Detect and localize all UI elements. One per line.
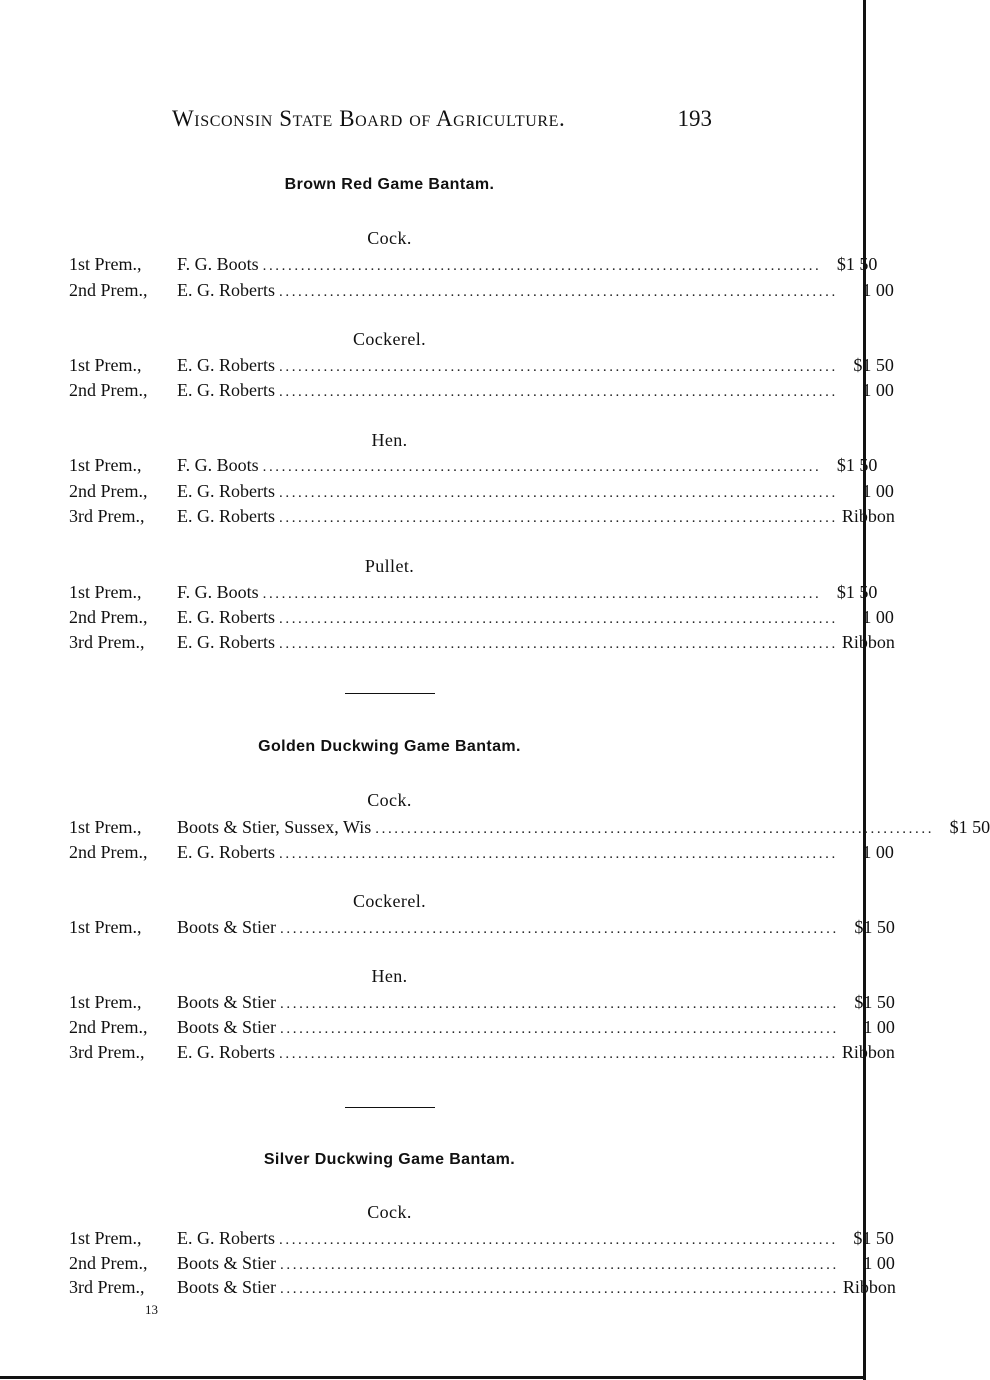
page-edge-right [863,0,866,1380]
entrant-name: E. G. Roberts [177,842,275,862]
class-heading: Cock. [367,790,412,810]
premium-rank: 2nd Prem., [69,1253,148,1273]
award-entry [69,1017,895,1043]
premium-rank: 1st Prem., [69,817,142,837]
award-ribbon: Ribbon [841,506,895,526]
premium-rank: 3rd Prem., [69,506,145,526]
dot-leader: ........................................................................................ [279,384,838,400]
award-entry [69,506,895,532]
dot-leader: ........................................................................................ [262,586,822,602]
premium-rank: 3rd Prem., [69,632,145,652]
page-number: 193 [677,106,712,131]
premium-rank: 2nd Prem., [69,481,148,501]
dot-leader: ........................................................................................ [280,1281,839,1297]
premium-rank: 1st Prem., [69,254,142,274]
award-amount: 1 00 [862,280,894,300]
entrant-name: E. G. Roberts [177,632,275,652]
entrant-name: Boots & Stier [177,917,277,937]
premium-rank: 3rd Prem., [69,1277,145,1297]
class-heading: Cockerel. [352,329,427,349]
award-entry [69,1253,895,1279]
award-amount: $1 50 [853,1228,894,1248]
entrant-name: Boots & Stier [177,992,277,1012]
award-entry [69,1228,894,1254]
entrant-name: E. G. Roberts [177,355,275,375]
entrant-name: Boots & Stier [177,1017,277,1037]
entrant-name: E. G. Roberts [177,280,275,300]
dot-leader: ........................................................................................ [279,846,838,862]
premium-rank: 1st Prem., [69,355,142,375]
dot-leader: ........................................................................................ [279,284,838,300]
section-divider [345,1107,435,1108]
award-ribbon: Ribbon [841,1042,895,1062]
award-amount: $1 50 [853,355,894,375]
dot-leader: ........................................................................................ [279,636,838,652]
award-entry [69,607,894,633]
award-entry [69,842,894,868]
award-amount: 1 00 [863,1253,895,1273]
award-entry [69,582,878,608]
class-heading: Pullet. [364,556,415,576]
award-amount: 1 00 [862,481,894,501]
award-amount: $1 50 [854,992,895,1012]
dot-leader: ........................................................................................ [262,258,822,274]
entrant-name: E. G. Roberts [177,380,275,400]
dot-leader: ........................................................................................ [279,1046,838,1062]
dot-leader: ........................................................................................ [280,921,839,937]
class-heading: Hen. [371,966,408,986]
dot-leader: ........................................................................................ [279,611,838,627]
dot-leader: ........................................................................................ [280,1021,839,1037]
class-heading: Cockerel. [352,891,427,911]
entrant-name: Boots & Stier [177,1277,277,1297]
signature-mark: 13 [145,1302,158,1317]
award-entry [69,992,895,1018]
award-amount: 1 00 [863,1017,895,1037]
class-heading: Cock. [367,228,412,248]
award-amount: 1 00 [862,607,894,627]
award-entry [69,1042,895,1068]
premium-rank: 2nd Prem., [69,607,148,627]
award-amount: $1 50 [854,917,895,937]
entrant-name: Boots & Stier, Sussex, Wis [177,817,372,837]
premium-rank: 1st Prem., [69,917,142,937]
dot-leader: ........................................................................................ [279,359,838,375]
award-amount: $1 50 [836,455,878,475]
dot-leader: ........................................................................................ [280,1257,839,1273]
running-head: Wisconsin State Board of Agriculture. [172,106,566,131]
entrant-name: F. G. Boots [177,254,259,274]
award-entry [69,1277,896,1303]
dot-leader: ........................................................................................ [279,1232,838,1248]
entrant-name: E. G. Roberts [177,1228,275,1248]
award-amount: $1 50 [836,254,878,274]
class-heading: Hen. [371,430,408,450]
dot-leader: ........................................................................................ [375,821,935,837]
entrant-name: F. G. Boots [177,455,259,475]
award-entry [69,817,990,843]
entrant-name: E. G. Roberts [177,1042,275,1062]
section-title: Golden Duckwing Game Bantam. [258,738,521,755]
award-entry [69,455,878,481]
premium-rank: 2nd Prem., [69,280,148,300]
award-amount: 1 00 [862,380,894,400]
award-entry [69,481,894,507]
award-amount: $1 50 [836,582,878,602]
award-entry [69,380,894,406]
entrant-name: E. G. Roberts [177,506,275,526]
award-entry [69,917,895,943]
award-amount: 1 00 [862,842,894,862]
premium-rank: 1st Prem., [69,1228,142,1248]
premium-rank: 2nd Prem., [69,1017,148,1037]
award-ribbon: Ribbon [842,1277,896,1297]
premium-rank: 2nd Prem., [69,380,148,400]
entrant-name: E. G. Roberts [177,607,275,627]
section-title: Brown Red Game Bantam. [284,176,495,193]
page-edge-bottom [0,1376,866,1379]
premium-rank: 1st Prem., [69,992,142,1012]
dot-leader: ........................................................................................ [262,459,822,475]
premium-rank: 3rd Prem., [69,1042,145,1062]
premium-rank: 1st Prem., [69,455,142,475]
entrant-name: F. G. Boots [177,582,259,602]
section-title: Silver Duckwing Game Bantam. [263,1151,516,1168]
dot-leader: ........................................................................................ [279,485,838,501]
award-entry [69,280,894,306]
award-entry [69,632,895,658]
dot-leader: ........................................................................................ [280,996,839,1012]
class-heading: Cock. [367,1202,412,1222]
premium-rank: 2nd Prem., [69,842,148,862]
dot-leader: ........................................................................................ [279,510,838,526]
award-entry [69,254,878,280]
section-divider [345,693,435,694]
award-amount: $1 50 [949,817,990,837]
entrant-name: Boots & Stier [177,1253,277,1273]
premium-rank: 1st Prem., [69,582,142,602]
entrant-name: E. G. Roberts [177,481,275,501]
award-entry [69,355,894,381]
page-header [172,106,712,140]
award-ribbon: Ribbon [841,632,895,652]
